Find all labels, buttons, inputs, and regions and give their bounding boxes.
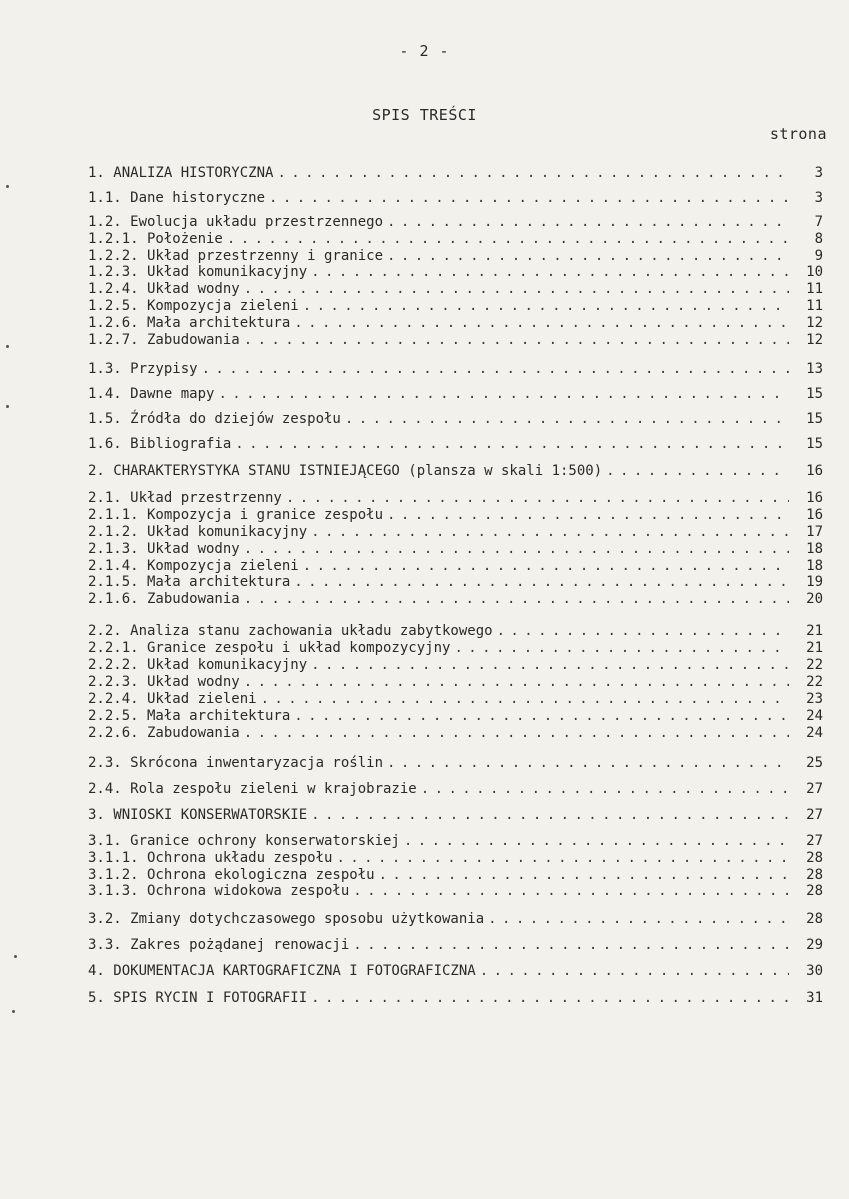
- toc-entry-label: 2.1.2. Układ komunikacyjny: [88, 524, 308, 540]
- page-column-header: strona: [769, 125, 827, 143]
- toc-entry-page: 30: [806, 963, 823, 979]
- toc-entry: [88, 360, 823, 378]
- toc-entry-page: 8: [814, 231, 823, 247]
- toc-entry: [88, 164, 823, 182]
- toc-leader-dots: [244, 724, 789, 742]
- toc-entry: [88, 489, 823, 507]
- toc-leader-dots: [311, 806, 789, 824]
- toc-leader-dots: [480, 962, 789, 980]
- toc-entry-label: 2.1.1. Kompozycja i granice zespołu: [88, 507, 384, 523]
- toc-entry-page: 7: [814, 214, 823, 230]
- toc-entry: [88, 540, 823, 558]
- toc-entry: [88, 780, 823, 798]
- toc-leader-dots: [244, 673, 789, 691]
- toc-leader-dots: [311, 989, 789, 1007]
- toc-entry-page: 13: [806, 361, 823, 377]
- toc-leader-dots: [218, 385, 789, 403]
- toc-entry-label: 2.1.5. Mała architektura: [88, 574, 291, 590]
- toc-entry-label: 2.2.2. Układ komunikacyjny: [88, 657, 308, 673]
- toc-entry: [88, 962, 823, 980]
- toc-leader-dots: [336, 849, 789, 867]
- page-number: - 2 -: [399, 42, 450, 60]
- toc-entry-page: 21: [806, 623, 823, 639]
- toc-entry-page: 20: [806, 591, 823, 607]
- toc-entry: [88, 435, 823, 453]
- toc-entry: [88, 707, 823, 725]
- toc-entry-page: 21: [806, 640, 823, 656]
- toc-entry-label: 1.5. Źródła do dziejów zespołu: [88, 411, 341, 427]
- toc-entry-label: 1.2.4. Układ wodny: [88, 281, 240, 297]
- toc-entry: [88, 189, 823, 207]
- toc-leader-dots: [277, 164, 789, 182]
- toc-entry: [88, 280, 823, 298]
- toc-entry: [88, 462, 823, 480]
- toc-entry: [88, 806, 823, 824]
- toc-entry: [88, 656, 823, 674]
- toc-entry-label: 1.6. Bibliografia: [88, 436, 232, 452]
- toc-entry: [88, 523, 823, 541]
- margin-mark: [14, 955, 17, 958]
- toc-leader-dots: [294, 573, 789, 591]
- toc-leader-dots: [311, 523, 789, 541]
- toc-entry-page: 19: [806, 574, 823, 590]
- toc-leader-dots: [294, 314, 789, 332]
- margin-mark: [12, 1010, 15, 1013]
- toc-leader-dots: [488, 910, 789, 928]
- toc-leader-dots: [387, 754, 789, 772]
- toc-entry-label: 1. ANALIZA HISTORYCZNA: [88, 165, 274, 181]
- toc-entry: [88, 754, 823, 772]
- toc-leader-dots: [202, 360, 789, 378]
- toc-leader-dots: [311, 656, 789, 674]
- toc-entry: [88, 673, 823, 691]
- toc-entry: [88, 622, 823, 640]
- toc-leader-dots: [244, 280, 789, 298]
- toc-entry-page: 9: [814, 248, 823, 264]
- toc-entry-page: 3: [814, 190, 823, 206]
- toc-entry-label: 2.1.4. Kompozycja zieleni: [88, 558, 299, 574]
- toc-entry-page: 12: [806, 315, 823, 331]
- margin-mark: [6, 345, 9, 348]
- toc-entry-page: 24: [806, 708, 823, 724]
- toc-entry-label: 1.2.7. Zabudowania: [88, 332, 240, 348]
- toc-entry-page: 27: [806, 807, 823, 823]
- toc-entry-label: 2.2.1. Granice zespołu i układ kompozycyjny: [88, 640, 451, 656]
- toc-entry-label: 1.4. Dawne mapy: [88, 386, 215, 402]
- toc-entry: [88, 297, 823, 315]
- toc-leader-dots: [286, 489, 789, 507]
- toc-entry-page: 24: [806, 725, 823, 741]
- toc-leader-dots: [244, 331, 789, 349]
- toc-leader-dots: [235, 435, 789, 453]
- toc-leader-dots: [353, 882, 789, 900]
- toc-entry-label: 3.1. Granice ochrony konserwatorskiej: [88, 833, 400, 849]
- toc-entry-page: 16: [806, 490, 823, 506]
- toc-leader-dots: [303, 297, 789, 315]
- toc-entry: [88, 331, 823, 349]
- toc-entry-label: 4. DOKUMENTACJA KARTOGRAFICZNA I FOTOGRAFICZNA: [88, 963, 476, 979]
- toc-entry-page: 15: [806, 386, 823, 402]
- toc-entry-label: 2.2.3. Układ wodny: [88, 674, 240, 690]
- toc-entry-label: 1.2.1. Położenie: [88, 231, 223, 247]
- toc-entry-label: 2.1.3. Układ wodny: [88, 541, 240, 557]
- toc-entry-page: 27: [806, 833, 823, 849]
- toc-leader-dots: [227, 230, 789, 248]
- toc-entry: [88, 213, 823, 231]
- toc-entry: [88, 690, 823, 708]
- toc-entry-page: 17: [806, 524, 823, 540]
- toc-entry-page: 15: [806, 436, 823, 452]
- toc-entry-label: 2.2.6. Zabudowania: [88, 725, 240, 741]
- toc-entry: [88, 263, 823, 281]
- toc-entry-label: 5. SPIS RYCIN I FOTOGRAFII: [88, 990, 308, 1006]
- toc-entry-page: 31: [806, 990, 823, 1006]
- toc-entry: [88, 385, 823, 403]
- toc-entry-label: 3.1.2. Ochrona ekologiczna zespołu: [88, 867, 375, 883]
- toc-leader-dots: [353, 936, 789, 954]
- toc-entry-label: 2.2.5. Mała architektura: [88, 708, 291, 724]
- toc-entry-page: 27: [806, 781, 823, 797]
- toc-leader-dots: [244, 590, 789, 608]
- toc-entry-label: 2. CHARAKTERYSTYKA STANU ISTNIEJĄCEGO (plansza w skali 1:500): [88, 463, 603, 479]
- toc-entry: [88, 936, 823, 954]
- toc-entry-label: 1.2.2. Układ przestrzenny i granice: [88, 248, 384, 264]
- toc-leader-dots: [345, 410, 789, 428]
- toc-entry: [88, 724, 823, 742]
- toc-entry-label: 3. WNIOSKI KONSERWATORSKIE: [88, 807, 308, 823]
- toc-entry-label: 2.2.4. Układ zieleni: [88, 691, 257, 707]
- toc-leader-dots: [497, 622, 789, 640]
- toc-entry-page: 16: [806, 507, 823, 523]
- toc-entry-page: 25: [806, 755, 823, 771]
- margin-mark: [6, 185, 9, 188]
- toc-entry-page: 15: [806, 411, 823, 427]
- toc-entry: [88, 849, 823, 867]
- toc-leader-dots: [387, 213, 789, 231]
- toc-entry: [88, 410, 823, 428]
- toc-leader-dots: [421, 780, 789, 798]
- toc-entry-label: 3.1.3. Ochrona widokowa zespołu: [88, 883, 350, 899]
- toc-leader-dots: [269, 189, 789, 207]
- toc-entry-label: 3.1.1. Ochrona układu zespołu: [88, 850, 333, 866]
- toc-entry-page: 11: [806, 298, 823, 314]
- toc-leader-dots: [454, 639, 789, 657]
- toc-entry: [88, 989, 823, 1007]
- toc-entry-page: 28: [806, 867, 823, 883]
- toc-entry-page: 29: [806, 937, 823, 953]
- toc-entry: [88, 910, 823, 928]
- toc-entry-label: 2.3. Skrócona inwentaryzacja roślin: [88, 755, 384, 771]
- toc-entry-label: 1.2.3. Układ komunikacyjny: [88, 264, 308, 280]
- toc-entry: [88, 506, 823, 524]
- toc-entry: [88, 639, 823, 657]
- toc-entry-label: 2.2. Analiza stanu zachowania układu zabytkowego: [88, 623, 493, 639]
- toc-leader-dots: [311, 263, 789, 281]
- toc-entry-label: 3.2. Zmiany dotychczasowego sposobu użytkowania: [88, 911, 485, 927]
- toc-entry-label: 1.2.6. Mała architektura: [88, 315, 291, 331]
- toc-entry-label: 2.1.6. Zabudowania: [88, 591, 240, 607]
- toc-leader-dots: [404, 832, 789, 850]
- toc-entry-page: 11: [806, 281, 823, 297]
- toc-entry-label: 1.3. Przypisy: [88, 361, 198, 377]
- toc-entry-page: 28: [806, 883, 823, 899]
- toc-leader-dots: [244, 540, 789, 558]
- toc-leader-dots: [294, 707, 789, 725]
- page-title: SPIS TREŚCI: [372, 106, 477, 124]
- toc-entry-label: 1.2. Ewolucja układu przestrzennego: [88, 214, 384, 230]
- toc-entry-page: 3: [814, 165, 823, 181]
- toc-entry-page: 16: [806, 463, 823, 479]
- toc-entry-label: 1.2.5. Kompozycja zieleni: [88, 298, 299, 314]
- toc-entry-page: 23: [806, 691, 823, 707]
- toc-entry-page: 10: [806, 264, 823, 280]
- toc-leader-dots: [261, 690, 789, 708]
- toc-entry-label: 2.4. Rola zespołu zieleni w krajobrazie: [88, 781, 417, 797]
- toc-entry-label: 2.1. Układ przestrzenny: [88, 490, 282, 506]
- toc-entry-label: 1.1. Dane historyczne: [88, 190, 266, 206]
- toc-entry-page: 22: [806, 674, 823, 690]
- toc-entry-label: 3.3. Zakres pożądanej renowacji: [88, 937, 350, 953]
- toc-entry: [88, 573, 823, 591]
- toc-entry: [88, 882, 823, 900]
- toc-leader-dots: [387, 506, 789, 524]
- toc-entry-page: 18: [806, 558, 823, 574]
- margin-mark: [6, 405, 9, 408]
- toc-entry-page: 28: [806, 911, 823, 927]
- toc-entry: [88, 590, 823, 608]
- toc-leader-dots: [606, 462, 789, 480]
- toc-entry: [88, 314, 823, 332]
- toc-entry: [88, 230, 823, 248]
- toc-entry-page: 22: [806, 657, 823, 673]
- toc-entry-page: 18: [806, 541, 823, 557]
- toc-entry: [88, 832, 823, 850]
- toc-entry-page: 12: [806, 332, 823, 348]
- toc-entry-page: 28: [806, 850, 823, 866]
